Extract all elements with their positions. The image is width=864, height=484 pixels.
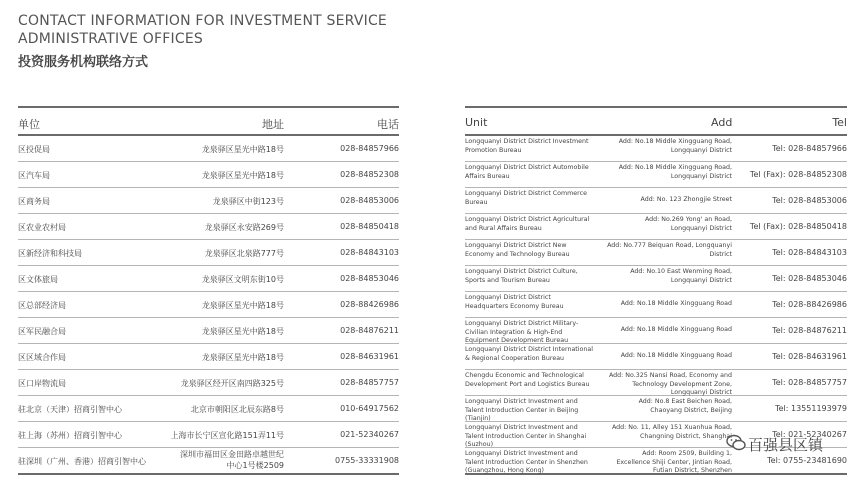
cell-address: Add: No. 123 Zhongjie Street (640, 196, 732, 203)
cell-unit: 区文体旅局 (18, 275, 58, 284)
table-row (18, 162, 399, 188)
table-row (465, 292, 847, 318)
cell-unit: Longquanyi District District Culture, Sports and Tourism Bureau (465, 268, 578, 284)
cell-address: 龙泉驿区星光中路18号 (201, 145, 284, 154)
cell-unit: 区农业农村局 (18, 223, 66, 232)
table-row (18, 370, 399, 396)
table-row (18, 188, 399, 214)
cell-unit: Longquanyi District Investment and Talent Introduction Center in Beijing (Tianjin) (465, 398, 579, 422)
header-tel: Tel (832, 116, 847, 129)
cell-phone: Tel: 028-84843103 (772, 248, 847, 257)
table-row (18, 136, 399, 162)
cell-address (164, 449, 284, 471)
cell-unit: 驻上海（苏州）招商引智中心 (18, 431, 122, 440)
table-row (465, 136, 847, 162)
cell-phone: 010-64917562 (340, 404, 399, 413)
cell-phone: Tel: 028-84853006 (772, 196, 847, 205)
cell-phone: 028-84853046 (340, 274, 399, 283)
header-add: Add (711, 116, 733, 129)
cell-address: 龙泉驿区经开区南四路325号 (180, 379, 284, 388)
table-row (465, 370, 847, 396)
cell-address: Add: No.269 Yong' an Road, Longquanyi District (644, 216, 732, 232)
cell-unit: Longquanyi District District Automobile Affairs Bureau (465, 164, 589, 180)
cell-phone: Tel: 028-84853046 (772, 274, 847, 283)
cell-address: 龙泉驿区永安路269号 (204, 223, 284, 232)
cell-phone: Tel: 028-84857757 (772, 378, 847, 387)
cell-address: Add: No.10 East Wenming Road, Longquanyi District (630, 268, 732, 284)
cell-unit: Longquanyi District Investment and Talent Introduction Center in Shenzhen (Guangzhou, Hong Kong) (465, 450, 588, 474)
table-row (465, 266, 847, 292)
contact-table-en (465, 106, 847, 475)
cell-address-line2: 中心1号楼2509 (226, 461, 284, 470)
cell-unit: 区新经济和科技局 (18, 249, 82, 258)
cell-phone: Tel: 028-84857966 (772, 144, 847, 153)
cell-unit: 区总部经济局 (18, 301, 66, 310)
cell-phone: 028-84853006 (340, 196, 399, 205)
cell-phone: 028-84631961 (340, 352, 399, 361)
cell-unit: 驻深圳（广州、香港）招商引智中心 (18, 457, 146, 466)
cell-address: 龙泉驿区文明东街10号 (201, 275, 284, 284)
cell-address: Add: No. 11, Alley 151 Xuanhua Road, Changning District, Shanghai (611, 424, 732, 440)
cell-unit: Longquanyi District District Investment Promotion Bureau (465, 138, 589, 154)
cell-unit: Longquanyi District District Headquarters Economy Bureau (465, 294, 564, 310)
page-title-zh: 投资服务机构联络方式 (18, 55, 149, 70)
cell-phone: 028-84843103 (340, 248, 399, 257)
watermark-text: 百强县区镇 (748, 436, 824, 454)
cell-address: 龙泉驿区中街123号 (212, 197, 284, 206)
page-title-en-line2: ADMINISTRATIVE OFFICES (18, 31, 203, 47)
cell-phone: 028-84876211 (340, 326, 399, 335)
contact-table-zh (18, 106, 399, 475)
cell-phone: Tel: 021-52340267 (772, 430, 847, 439)
cell-phone: Tel: 028-88426986 (772, 300, 847, 309)
cell-phone: Tel: 0755-23481690 (767, 456, 847, 465)
cell-address: 北京市朝阳区北辰东路8号 (190, 405, 284, 414)
table-header (18, 108, 399, 136)
cell-phone: 028-84857966 (340, 144, 399, 153)
table-row (18, 240, 399, 266)
cell-unit: 区商务局 (18, 197, 50, 206)
cell-unit: 区汽车局 (18, 171, 50, 180)
cell-phone: 0755-33331908 (335, 456, 399, 465)
cell-address: Add: No.8 East Beichen Road, Chaoyang District, Beijing (638, 398, 732, 414)
cell-unit: Chengdu Economic and Technological Development Port and Logistics Bureau (465, 372, 590, 388)
cell-phone: 028-84857757 (340, 378, 399, 387)
header-unit: 单位 (18, 118, 40, 131)
table-row (465, 240, 847, 266)
cell-unit: 区区域合作局 (18, 353, 66, 362)
table-row (465, 188, 847, 214)
table-row (465, 396, 847, 422)
cell-phone: Tel: 028-84631961 (772, 352, 847, 361)
cell-address: Add: No.18 Middle Xingguang Road, Longquanyi District (618, 164, 732, 180)
cell-address: Add: No.777 Beiquan Road, Longquanyi District (607, 242, 732, 258)
table-row (18, 396, 399, 422)
table-row (465, 214, 847, 240)
table-row (18, 292, 399, 318)
table-row (18, 318, 399, 344)
table-header (465, 108, 847, 136)
cell-unit: Longquanyi District Investment and Talent Introduction Center in Shanghai (Suzhou) (465, 424, 587, 448)
header-tel: 电话 (377, 118, 399, 131)
cell-unit: Longquanyi District District Commerce Bureau (465, 190, 587, 206)
table-row (465, 318, 847, 344)
table-row (18, 214, 399, 240)
table-row (18, 448, 399, 475)
cell-unit: Longquanyi District District Agricultural and Rural Affairs Bureau (465, 216, 590, 232)
cell-unit: 区口岸物流局 (18, 379, 66, 388)
table-row (18, 422, 399, 448)
cell-address: 龙泉驿区星光中路18号 (201, 171, 284, 180)
wechat-icon (726, 434, 746, 452)
cell-unit: 区军民融合局 (18, 327, 66, 336)
cell-address: 龙泉驿区星光中路18号 (201, 353, 284, 362)
cell-phone: Tel: 13551193979 (775, 404, 847, 413)
cell-phone: 028-84852308 (340, 170, 399, 179)
page-title-en-line1: CONTACT INFORMATION FOR INVESTMENT SERVICE (18, 13, 387, 29)
cell-unit: 驻北京（天津）招商引智中心 (18, 405, 122, 414)
cell-address: 龙泉驿区星光中路18号 (201, 301, 284, 310)
cell-address: Add: No.18 Middle Xingguang Road, Longquanyi District (618, 138, 732, 154)
cell-unit: Longquanyi District District New Economy and Technology Bureau (465, 242, 570, 258)
cell-address: Add: No.18 Middle Xingguang Road (620, 326, 732, 333)
cell-phone: 028-88426986 (340, 300, 399, 309)
cell-address: 龙泉驿区北泉路777号 (204, 249, 284, 258)
cell-phone: 021-52340267 (340, 430, 399, 439)
cell-address: Add: No.18 Middle Xingguang Road (620, 300, 732, 307)
watermark (726, 430, 856, 456)
cell-unit: 区投促局 (18, 145, 50, 154)
table-row (465, 344, 847, 370)
header-add: 地址 (262, 118, 284, 131)
table-row (465, 162, 847, 188)
cell-address: 龙泉驿区星光中路18号 (201, 327, 284, 336)
cell-address: 上海市长宁区宣化路151弄11号 (170, 431, 284, 440)
table-row (18, 344, 399, 370)
cell-address: Add: Room 2509, Building 1, Excellence Shiji Center, Jintian Road, Futian District, Shenzhen (616, 450, 732, 474)
cell-phone: Tel: 028-84876211 (772, 326, 847, 335)
header-unit: Unit (465, 116, 488, 129)
cell-unit: Longquanyi District District International & Regional Cooperation Bureau (465, 346, 593, 362)
cell-address-line1: 深圳市福田区金田路卓越世纪 (180, 450, 284, 459)
cell-unit: Longquanyi District District Military-Civilian Integration & High-End Equipment Development Bureau (465, 320, 579, 344)
cell-phone: 028-84850418 (340, 222, 399, 231)
cell-phone: Tel (Fax): 028-84850418 (749, 222, 847, 231)
cell-phone: Tel (Fax): 028-84852308 (749, 170, 847, 179)
table-row (18, 266, 399, 292)
cell-address: Add: No.325 Nansi Road, Economy and Technology Development Zone, Longquanyi District (608, 372, 732, 396)
cell-address: Add: No.18 Middle Xingguang Road (620, 352, 732, 359)
